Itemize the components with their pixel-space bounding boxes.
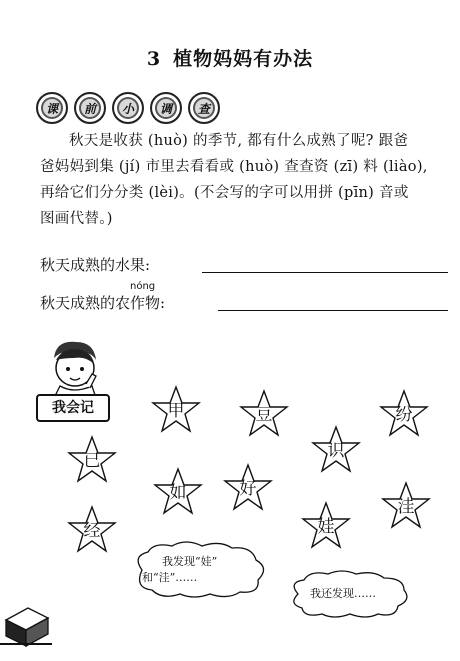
star-character-card[interactable]: [152, 466, 204, 518]
crops-label: 秋天成熟的农作物:: [40, 294, 166, 312]
star-character-card[interactable]: [238, 388, 290, 440]
star-character: 如: [169, 483, 187, 503]
star-character-card[interactable]: [150, 384, 202, 436]
section-badge: 查: [188, 92, 220, 124]
lesson-title: 植物妈妈有办法: [173, 48, 314, 70]
instruction-line: 图画代替。): [40, 211, 113, 227]
page-title: [0, 44, 460, 71]
star-character: 好: [239, 479, 257, 499]
memory-label: 我会记: [36, 394, 110, 422]
bubble-text: 和“洼”……: [142, 571, 198, 584]
star-character: 洼: [397, 497, 415, 517]
star-character: 已: [83, 451, 101, 471]
star-character-card[interactable]: [66, 504, 118, 556]
star-character-card[interactable]: [310, 424, 362, 476]
crops-fill-row: [40, 292, 450, 316]
section-badge: 调: [150, 92, 182, 124]
star-character-card[interactable]: [378, 388, 430, 440]
section-badge: 前: [74, 92, 106, 124]
crops-answer-line[interactable]: [218, 310, 448, 311]
instruction-line: 爸妈妈到集 (jí) 市里去看看或 (huò) 查查资 (zī) 料 (liào),: [40, 159, 428, 175]
star-character-card[interactable]: [222, 462, 274, 514]
star-character-card[interactable]: [380, 480, 432, 532]
star-character-card[interactable]: [300, 500, 352, 552]
section-badge: 小: [112, 92, 144, 124]
star-character: 豆: [255, 405, 273, 425]
star-character-card[interactable]: [66, 434, 118, 486]
star-character: 娃: [317, 517, 335, 537]
fruits-fill-row: [40, 254, 450, 278]
corner-cube-decoration: [0, 600, 52, 648]
star-character: 甲: [167, 401, 185, 421]
star-character: 经: [83, 521, 101, 541]
lesson-number: 3: [146, 48, 162, 70]
bubble-text: 我发现“娃”: [162, 555, 218, 568]
bubble-text: 我还发现……: [310, 587, 376, 600]
left-thought-bubble: [128, 540, 270, 600]
fruits-label: 秋天成熟的水果:: [40, 256, 151, 274]
instruction-line: 秋天是收获 (huò) 的季节, 都有什么成熟了呢? 跟爸: [69, 133, 409, 149]
fruits-answer-line[interactable]: [202, 272, 448, 273]
right-thought-bubble: [286, 570, 410, 618]
crops-pinyin: nóng: [130, 281, 156, 292]
star-character: 识: [327, 441, 345, 461]
section-badge: 课: [36, 92, 68, 124]
section-badge-row: [36, 92, 220, 124]
instruction-paragraph: [40, 128, 432, 232]
instruction-line: 再给它们分分类 (lèi)。(不会写的字可以用拼 (pīn) 音或: [40, 185, 409, 201]
star-character: 纷: [395, 405, 413, 425]
